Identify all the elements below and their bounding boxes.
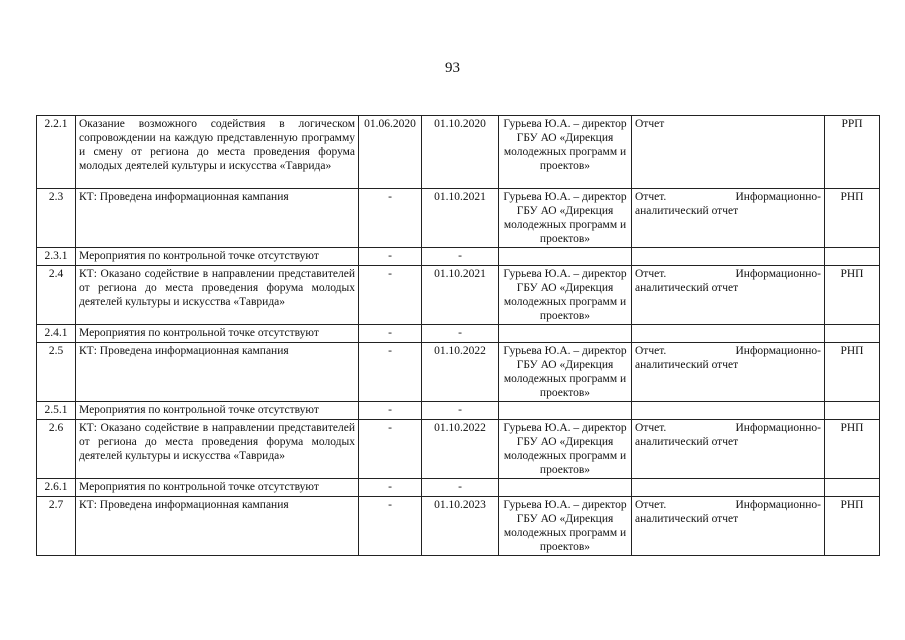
document-type: Отчет. xyxy=(635,422,667,434)
row-number: 2.4 xyxy=(37,266,76,325)
row-start-date: - xyxy=(359,402,422,420)
row-document xyxy=(632,266,825,325)
row-start-date: - xyxy=(359,325,422,343)
row-description: КТ: Проведена информационная кампания xyxy=(76,497,359,556)
row-description: Мероприятия по контрольной точке отсутствуют xyxy=(76,248,359,266)
document-type-extra: Информационно- xyxy=(735,499,821,511)
row-document xyxy=(632,325,825,343)
row-description: КТ: Оказано содействие в направлении представителей от региона до места проведения форума молодых деятелей культуры и искусства «Таврида» xyxy=(76,420,359,479)
row-responsible: Гурьева Ю.А. – директор ГБУ АО «Дирекция молодежных программ и проектов» xyxy=(499,343,632,402)
schedule-table xyxy=(36,115,880,556)
row-document xyxy=(632,189,825,248)
table-row xyxy=(37,420,880,479)
table-row xyxy=(37,248,880,266)
document-type: Отчет. xyxy=(635,499,667,511)
row-responsible xyxy=(499,325,632,343)
row-description: Мероприятия по контрольной точке отсутствуют xyxy=(76,479,359,497)
row-level-code xyxy=(825,479,880,497)
row-document xyxy=(632,343,825,402)
document-type-detail: аналитический отчет xyxy=(635,282,739,294)
row-responsible: Гурьева Ю.А. – директор ГБУ АО «Дирекция молодежных программ и проектов» xyxy=(499,497,632,556)
row-document xyxy=(632,479,825,497)
row-start-date: - xyxy=(359,189,422,248)
document-type: Отчет. xyxy=(635,191,667,203)
row-number: 2.3.1 xyxy=(37,248,76,266)
row-start-date: - xyxy=(359,248,422,266)
row-responsible xyxy=(499,479,632,497)
document-type-detail: аналитический отчет xyxy=(635,359,739,371)
document-type-extra: Информационно- xyxy=(735,191,821,203)
row-end-date: - xyxy=(422,325,499,343)
row-responsible xyxy=(499,402,632,420)
row-document xyxy=(632,497,825,556)
row-start-date: - xyxy=(359,497,422,556)
row-document xyxy=(632,420,825,479)
row-description: КТ: Оказано содействие в направлении представителей от региона до места проведения форума молодых деятелей культуры и искусства «Таврида» xyxy=(76,266,359,325)
row-level-code: РНП xyxy=(825,189,880,248)
row-number: 2.6 xyxy=(37,420,76,479)
document-type: Отчет. xyxy=(635,345,667,357)
document-type-extra: Информационно- xyxy=(735,345,821,357)
row-level-code xyxy=(825,402,880,420)
row-end-date: 01.10.2020 xyxy=(422,116,499,189)
table-row xyxy=(37,116,880,189)
row-end-date: 01.10.2022 xyxy=(422,420,499,479)
row-number: 2.4.1 xyxy=(37,325,76,343)
row-responsible: Гурьева Ю.А. – директор ГБУ АО «Дирекция молодежных программ и проектов» xyxy=(499,116,632,189)
row-end-date: - xyxy=(422,479,499,497)
table-row xyxy=(37,497,880,556)
row-number: 2.2.1 xyxy=(37,116,76,189)
document-type: Отчет. xyxy=(635,268,667,280)
row-level-code: РРП xyxy=(825,116,880,189)
table-row xyxy=(37,189,880,248)
row-document xyxy=(632,402,825,420)
row-responsible: Гурьева Ю.А. – директор ГБУ АО «Дирекция молодежных программ и проектов» xyxy=(499,420,632,479)
row-number: 2.7 xyxy=(37,497,76,556)
row-end-date: 01.10.2021 xyxy=(422,189,499,248)
row-start-date: 01.06.2020 xyxy=(359,116,422,189)
row-number: 2.5.1 xyxy=(37,402,76,420)
document-type-detail: аналитический отчет xyxy=(635,436,739,448)
table-row xyxy=(37,266,880,325)
row-description: КТ: Проведена информационная кампания xyxy=(76,189,359,248)
row-end-date: 01.10.2022 xyxy=(422,343,499,402)
table-row xyxy=(37,325,880,343)
table-row xyxy=(37,343,880,402)
document-type-extra: Информационно- xyxy=(735,268,821,280)
row-description: Оказание возможного содействия в логическом сопровождении на каждую представленную программу и смену от региона до места проведения форума молодых деятелей культуры и искусства «Таврида» xyxy=(76,116,359,189)
table-row xyxy=(37,479,880,497)
row-document xyxy=(632,248,825,266)
row-responsible: Гурьева Ю.А. – директор ГБУ АО «Дирекция молодежных программ и проектов» xyxy=(499,266,632,325)
row-number: 2.3 xyxy=(37,189,76,248)
row-end-date: 01.10.2021 xyxy=(422,266,499,325)
row-level-code: РНП xyxy=(825,343,880,402)
row-number: 2.5 xyxy=(37,343,76,402)
row-start-date: - xyxy=(359,343,422,402)
row-level-code: РНП xyxy=(825,266,880,325)
row-description: Мероприятия по контрольной точке отсутствуют xyxy=(76,325,359,343)
row-level-code: РНП xyxy=(825,497,880,556)
page-number: 93 xyxy=(445,60,460,76)
document-type-detail: аналитический отчет xyxy=(635,513,739,525)
row-end-date: - xyxy=(422,248,499,266)
row-responsible xyxy=(499,248,632,266)
row-level-code: РНП xyxy=(825,420,880,479)
row-end-date: - xyxy=(422,402,499,420)
row-document xyxy=(632,116,825,189)
table-row xyxy=(37,402,880,420)
row-description: КТ: Проведена информационная кампания xyxy=(76,343,359,402)
row-start-date: - xyxy=(359,420,422,479)
row-level-code xyxy=(825,325,880,343)
row-description: Мероприятия по контрольной точке отсутствуют xyxy=(76,402,359,420)
row-start-date: - xyxy=(359,266,422,325)
row-level-code xyxy=(825,248,880,266)
row-end-date: 01.10.2023 xyxy=(422,497,499,556)
document-type: Отчет xyxy=(635,118,665,130)
document-type-detail: аналитический отчет xyxy=(635,205,739,217)
row-start-date: - xyxy=(359,479,422,497)
row-responsible: Гурьева Ю.А. – директор ГБУ АО «Дирекция молодежных программ и проектов» xyxy=(499,189,632,248)
row-number: 2.6.1 xyxy=(37,479,76,497)
document-type-extra: Информационно- xyxy=(735,422,821,434)
